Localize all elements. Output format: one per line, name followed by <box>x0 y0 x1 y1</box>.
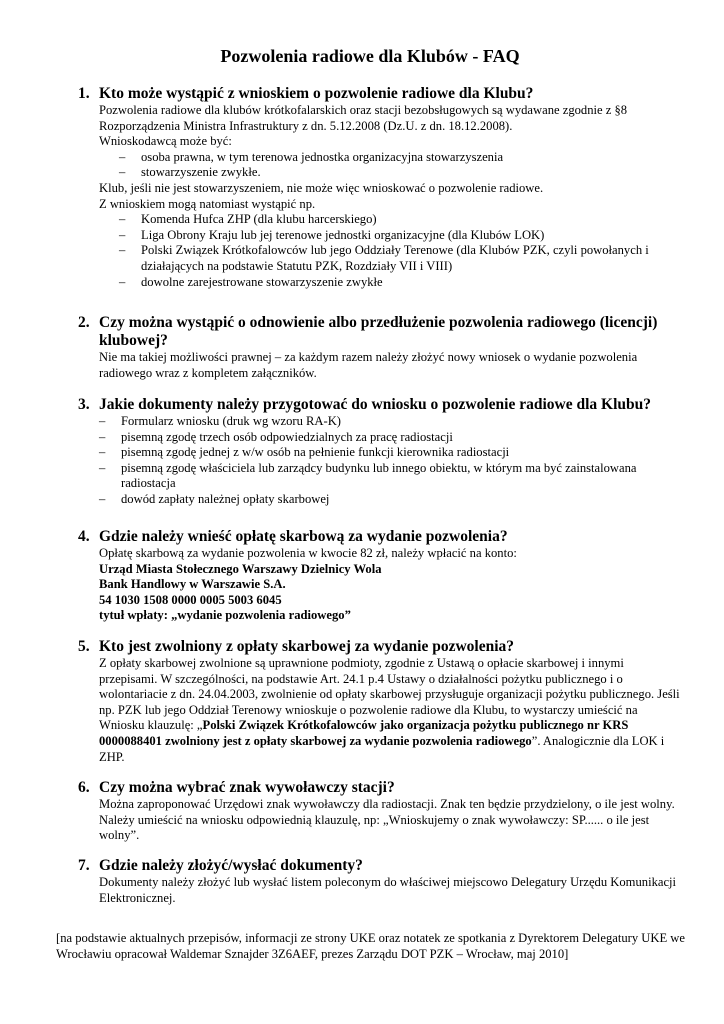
question-text: Czy można wystąpić o odnowienie albo przedłużenie pozwolenia radiowego (licencji) klubowej? <box>99 314 658 349</box>
question-text: Jakie dokumenty należy przygotować do wniosku o pozwolenie radiowe dla Klubu? <box>99 396 652 413</box>
faq-question-4 <box>0 528 724 624</box>
list-item: – Liga Obrony Kraju lub jej terenowe jednostki organizacyjne (dla Klubów LOK) <box>119 227 545 242</box>
faq-question-7 <box>0 857 724 906</box>
question-heading <box>0 857 724 875</box>
question-heading <box>0 314 724 350</box>
list-item: – dowolne zarejestrowane stowarzyszenie zwykłe <box>119 274 383 289</box>
documents-list <box>0 414 724 508</box>
paragraph: Z opłaty skarbowej zwolnione są uprawnione podmioty, zgodnie z Ustawą o opłacie skarbowej i innymi przepisami. W szczególności, na podstawie Art. 24.1 p.4 Ustawy o działalności pożytku publicznego i o wolontariacie z dn. 24.04.2003, zwolnienie od opłaty skarbowej przysługuje organizacji pożytku publicznego. Jeśli np. PZK lub jego Oddział Terenowy wnioskuje o pozwolenie radiowe dla Klubu, to wystarczy umieścić na Wniosku klauzulę: „Polski Związek Krótkofalowców jako organizacja pożytku publicznego nr KRS 0000088401 zwolniony jest z opłaty skarbowej za wydanie pozwolenia radiowego”. Analogicznie dla LOK i ZHP. <box>99 656 680 764</box>
paragraph: Wnioskodawcą może być: <box>99 134 232 149</box>
list-item: – Komenda Hufca ZHP (dla klubu harcerskiego) <box>119 212 377 227</box>
question-heading <box>0 528 724 546</box>
dash-bullet: – <box>99 491 106 506</box>
question-text: Gdzie należy złożyć/wysłać dokumenty? <box>99 857 363 874</box>
question-text: Kto może wystąpić z wnioskiem o pozwolenie radiowe dla Klubu? <box>99 85 534 102</box>
list-item: – Polski Związek Krótkofalowców lub jego Oddziały Terenowe (dla Klubów PZK, czyli powołanych i działających na podstawie Statutu PZK, Rozdziały VII i VIII) <box>119 243 649 273</box>
paragraph: Z wnioskiem mogą natomiast wystąpić np. <box>99 196 316 211</box>
dash-bullet: – <box>99 414 106 428</box>
faq-question-5 <box>0 638 724 765</box>
bank-name: Bank Handlowy w Warszawie S.A. <box>99 577 286 592</box>
question-heading <box>0 396 724 414</box>
list-item: – stowarzyszenie zwykłe. <box>119 165 261 180</box>
faq-question-6 <box>0 779 724 844</box>
faq-question-2 <box>0 314 724 381</box>
paragraph: Nie ma takiej możliwości prawnej – za każdym razem należy złożyć nowy wniosek o wydanie pozwolenia radiowego wraz z kompletem załączników. <box>99 350 638 380</box>
question-number: 2. <box>78 314 90 331</box>
question-number: 3. <box>78 396 90 413</box>
dash-bullet: – <box>119 165 126 180</box>
dash-bullet: – <box>99 445 106 460</box>
source-note: [na podstawie aktualnych przepisów, informacji ze strony UKE oraz notatek ze spotkania z Dyrektorem Delegatury UKE we Wrocławiu opracował Waldemar Sznajder 3Z6AEF, prezes Zarządu DOT PZK – Wrocław, maj 2010] <box>56 931 685 961</box>
question-text: Czy można wybrać znak wywoławczy stacji? <box>99 779 395 796</box>
list-item: – Formularz wniosku (druk wg wzoru RA-K) <box>99 414 342 428</box>
question-text: Gdzie należy wnieść opłatę skarbową za wydanie pozwolenia? <box>99 528 508 545</box>
dash-bullet: – <box>119 227 126 242</box>
exemption-clause: Polski Związek Krótkofalowców jako organizacja pożytku publicznego nr KRS 0000088401 zwolniony jest z opłaty skarbowej za wydanie pozwolenia radiowego <box>99 718 629 748</box>
paragraph: Klub, jeśli nie jest stowarzyszeniem, nie może więc wnioskować o pozwolenie radiowe. <box>99 180 544 195</box>
list-item: – pisemną zgodę właściciela lub zarządcy budynku lub innego obiektu, w którym ma być zainstalowana radiostacja <box>99 460 637 491</box>
list-item: – pisemną zgodę trzech osób odpowiedzialnych za pracę radiostacji <box>99 429 453 444</box>
dash-bullet: – <box>119 243 126 258</box>
faq-question-3 <box>0 396 724 508</box>
paragraph: Opłatę skarbową za wydanie pozwolenia w kwocie 82 zł, należy wpłacić na konto: <box>99 546 517 560</box>
question-text: Kto jest zwolniony z opłaty skarbowej za wydanie pozwolenia? <box>99 638 515 655</box>
question-heading <box>0 779 724 797</box>
dash-bullet: – <box>119 274 126 289</box>
question-number: 7. <box>78 857 90 874</box>
question-number: 4. <box>78 528 90 545</box>
dash-bullet: – <box>119 149 126 164</box>
dash-bullet: – <box>119 212 126 227</box>
paragraph: Dokumenty należy złożyć lub wysłać listem poleconym do właściwej miejscowo Delegatury Urzędu Komunikacji Elektronicznej. <box>99 875 677 905</box>
question-number: 5. <box>78 638 90 655</box>
payment-title: tytuł wpłaty: „wydanie pozwolenia radiowego” <box>99 608 351 623</box>
applicant-list <box>0 150 724 181</box>
question-number: 6. <box>78 779 90 796</box>
recipient-name: Urząd Miasta Stołecznego Warszawy Dzielnicy Wola <box>99 561 382 576</box>
list-item: – pisemną zgodę jednej z w/w osób na pełnienie funkcji kierownika radiostacji <box>99 445 510 460</box>
account-number: 54 1030 1508 0000 0005 5003 6045 <box>99 592 282 607</box>
dash-bullet: – <box>99 460 106 475</box>
paragraph: Można zaproponować Urzędowi znak wywoławczy dla radiostacji. Znak ten będzie przydzielony, o ile jest wolny. Należy umieścić na wniosku odpowiednią klauzulę, np: „Wnioskujemy o znak wywoławczy: SP...... o ile jest wolny”. <box>99 797 675 843</box>
faq-question-1 <box>0 85 724 290</box>
list-item: – osoba prawna, w tym terenowa jednostka organizacyjna stowarzyszenia <box>119 149 504 164</box>
paragraph: Pozwolenia radiowe dla klubów krótkofalarskich oraz stacji bezobsługowych są wydawane zgodnie z §8 Rozporządzenia Ministra Infrastruktury z dn. 5.12.2008 (Dz.U. z dn. 18.12.2008). <box>99 103 628 133</box>
list-item: – dowód zapłaty należnej opłaty skarbowej <box>99 491 330 506</box>
question-number: 1. <box>78 85 90 102</box>
page-title: Pozwolenia radiowe dla Klubów - FAQ <box>220 46 520 66</box>
question-heading <box>0 85 724 103</box>
question-heading <box>0 638 724 656</box>
dash-bullet: – <box>99 429 106 444</box>
example-applicants-list <box>0 212 724 290</box>
